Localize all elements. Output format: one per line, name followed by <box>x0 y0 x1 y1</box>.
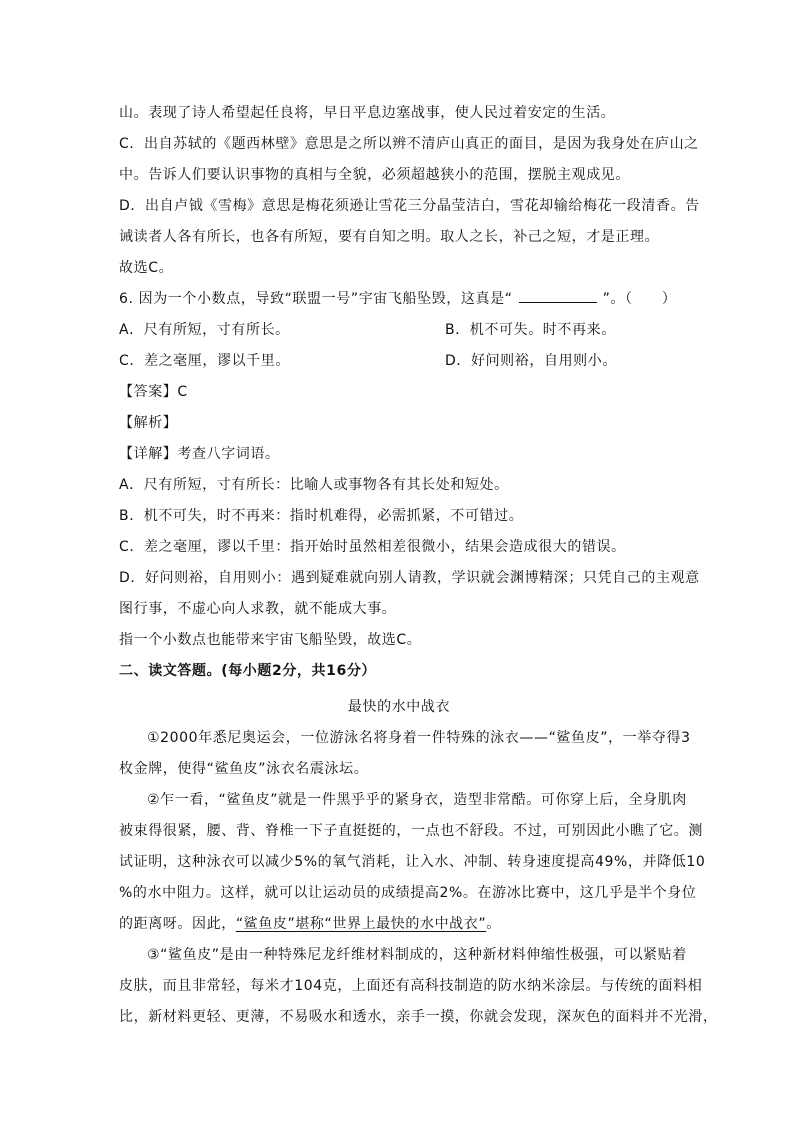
paragraph-2-cont <box>119 911 679 937</box>
paragraph-2-cont: 试证明，这种泳衣可以减少5%的氧气消耗，让入水、冲制、转身速度提高49%，并降低10 <box>119 854 706 870</box>
text-line: 山。表现了诗人希望起任良将，早日平息边塞战事，使人民过着安定的生活。 <box>119 105 616 121</box>
options-row-1 <box>119 317 679 343</box>
explanation-b: B．机不可失，时不再来：指时机难得，必需抓紧，不可错过。 <box>119 508 524 524</box>
underlined-sentence: “鲨鱼皮”堪称“世界上最快的水中战衣” <box>235 916 487 932</box>
paragraph-2: ②乍一看，“鲨鱼皮”就是一件黑乎乎的紧身衣，造型非常酷。可你穿上后，全身肌肉 <box>147 792 687 808</box>
article-title: 最快的水中战衣 <box>347 699 451 715</box>
explanation-a: A．尺有所短，寸有所长：比喻人或事物各有其长处和短处。 <box>119 477 509 493</box>
stem-before: 6. 因为一个小数点，导致“联盟一号”宇宙飞船坠毁，这真是“ <box>119 291 513 307</box>
paragraph-2-cont: %的水中阻力。这样，就可以让运动员的成绩提高2%。在游冰比赛中，这几乎是半个身位 <box>119 885 697 901</box>
text-line: C．出自苏轼的《题西林壁》意思是之所以辨不清庐山真正的面目，是因为我身处在庐山之 <box>119 136 699 152</box>
paragraph-3-cont: 比，新材料更轻、更薄，不易吸水和透水，亲手一摸，你就会发现，深灰色的面料并不光滑， <box>119 1009 718 1025</box>
text-line: 故选C。 <box>119 260 174 276</box>
conclusion: 指一个小数点也能带来宇宙飞船坠毁，故选C。 <box>119 632 422 648</box>
option-b: B．机不可失。时不再来。 <box>445 322 616 338</box>
paragraph-3-cont: 皮肤，而且非常轻，每米才104克，上面还有高科技制造的防水纳米涂层。与传统的面料相 <box>119 978 703 994</box>
text-line: 诫读者人各有所长，也各有所短，要有自知之明。取人之长，补己之短，才是正理。 <box>119 229 660 245</box>
option-c: C．差之毫厘，谬以千里。 <box>119 353 290 369</box>
option-a: A．尺有所短，寸有所长。 <box>119 322 290 338</box>
answer-blank <box>519 288 597 303</box>
explanation-d-cont: 图行事，不虚心向人求教，就不能成大事。 <box>119 601 397 617</box>
paragraph-1-cont: 枚金牌，使得“鲨鱼皮”泳衣名震泳坛。 <box>119 761 369 777</box>
analysis-label: 【解析】 <box>119 415 178 431</box>
text-line: 中。告诉人们要认识事物的真相与全貌，必须超越狭小的范围，摆脱主观成见。 <box>119 167 630 183</box>
options-row-2 <box>119 348 679 374</box>
text-span: 。 <box>486 916 501 932</box>
stem-after: ”。（ ） <box>602 291 677 307</box>
text-line: D．出自卢钺《雪梅》意思是梅花须逊让雪花三分晶莹洁白，雪花却输给梅花一段清香。告 <box>119 198 700 214</box>
paragraph-1: ①2000年悉尼奥运会，一位游泳名将身着一件特殊的泳衣——“鲨鱼皮”，一举夺得3 <box>147 730 691 746</box>
explanation-c: C．差之毫厘，谬以千里：指开始时虽然相差很微小，结果会造成很大的错误。 <box>119 539 626 555</box>
paragraph-3: ③“鲨鱼皮”是由一种特殊尼龙纤维材料制成的，这种新材料伸缩性极强，可以紧贴着 <box>147 947 687 963</box>
option-d: D．好问则裕，自用则小。 <box>445 353 617 369</box>
answer-label: 【答案】C <box>119 384 188 400</box>
explanation-d: D．好问则裕，自用则小：遇到疑难就向别人请教，学识就会渊博精深；只凭自己的主观意 <box>119 570 700 586</box>
detail-line: 【详解】考查八字词语。 <box>119 446 280 462</box>
text-span: 的距离呀。因此， <box>119 916 236 932</box>
section-heading: 二、读文答题。(每小题2分，共16分） <box>119 663 377 679</box>
paragraph-2-cont: 被束得很紧，腰、背、脊椎一下子直挺挺的，一点也不舒段。不过，可别因此小瞧了它。测 <box>119 823 703 839</box>
question-6-stem <box>119 286 679 312</box>
